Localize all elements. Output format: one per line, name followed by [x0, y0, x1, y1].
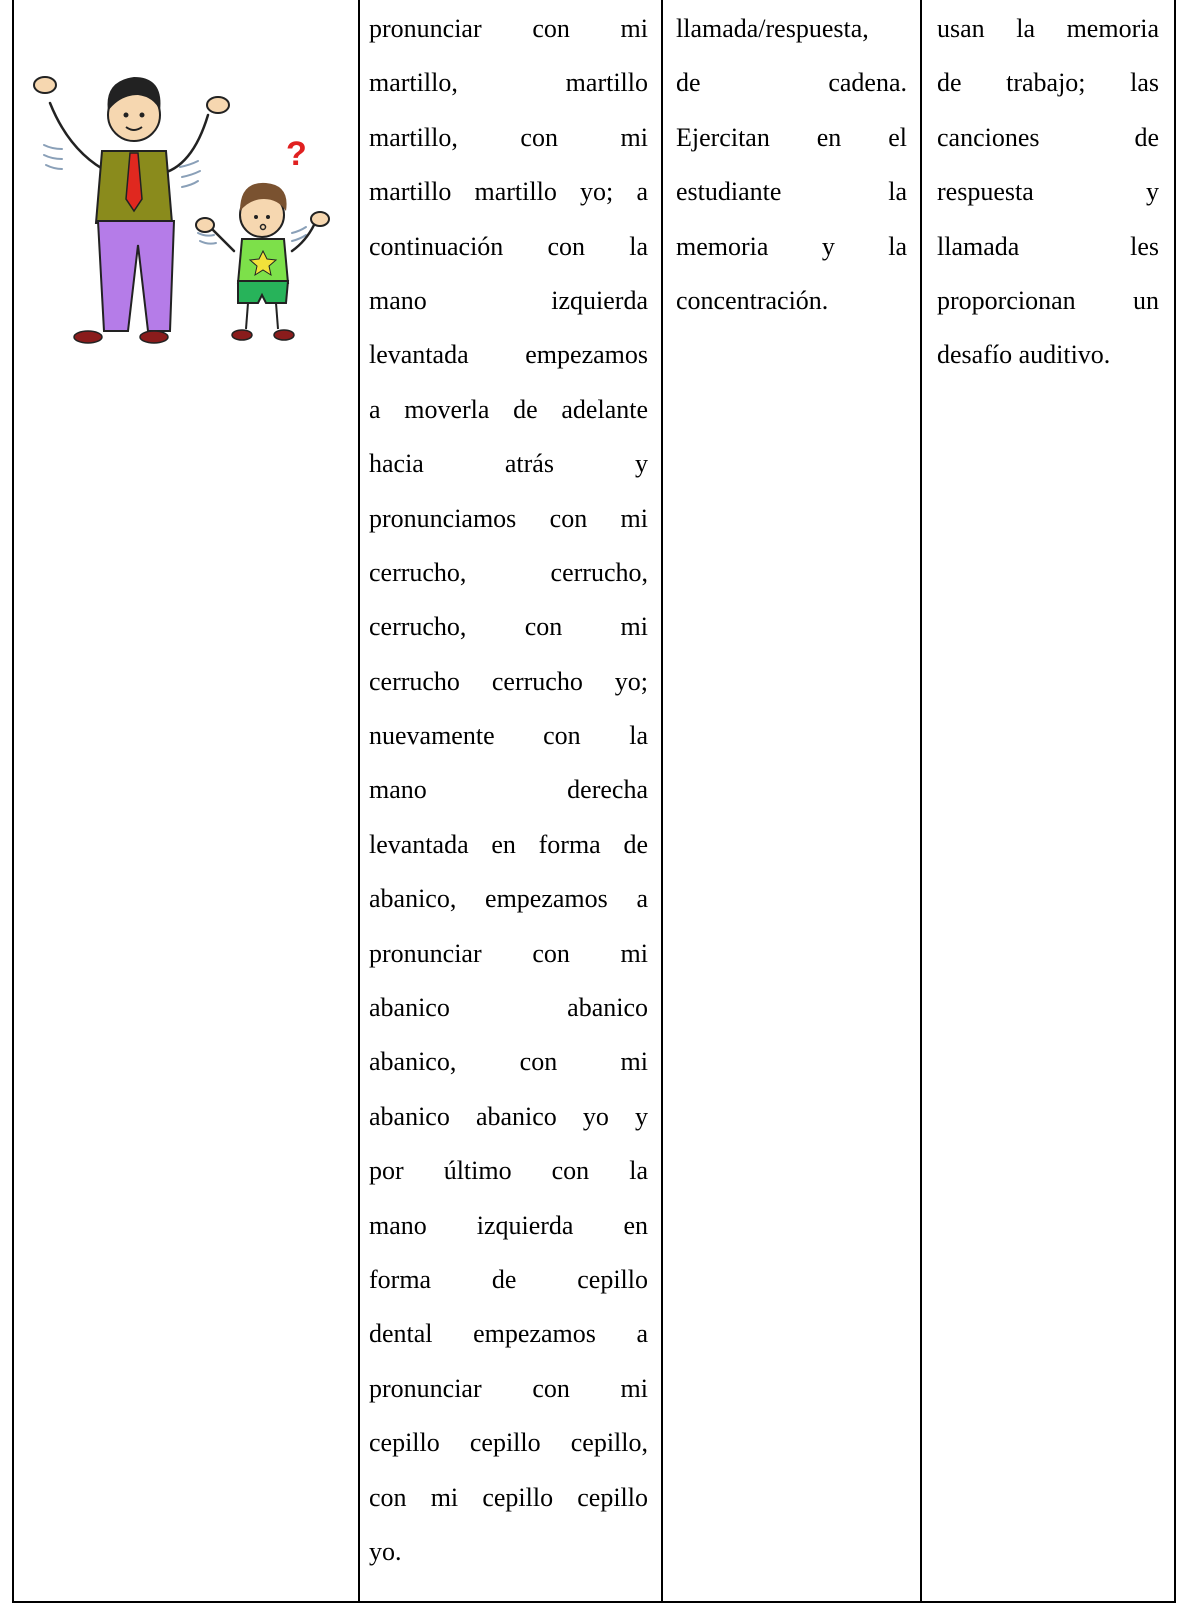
text-line: continuación con la — [369, 231, 648, 261]
text-line: forma de cepillo — [369, 1264, 648, 1294]
text-line: martillo, martillo — [369, 68, 648, 98]
text-line: cepillo cepillo cepillo, — [369, 1428, 648, 1458]
question-mark: ? — [286, 135, 307, 173]
text-line: concentración. — [676, 285, 829, 315]
teacher-child-illustration — [30, 55, 340, 350]
column-divider-1 — [358, 0, 360, 1601]
text-line: cerrucho, con mi — [369, 612, 648, 642]
activity-description-column — [369, 2, 648, 1579]
text-line: abanico, empezamos a — [369, 884, 648, 914]
text-line: pronunciar con mi — [369, 938, 648, 968]
text-line: a moverla de adelante — [369, 394, 648, 424]
table-border-bottom — [12, 1601, 1176, 1603]
column-divider-3 — [920, 0, 922, 1601]
text-line: yo. — [369, 1536, 402, 1566]
text-line: de cadena. — [676, 68, 907, 98]
column-divider-2 — [661, 0, 663, 1601]
text-line: por último con la — [369, 1156, 648, 1186]
text-line: respuesta y — [937, 177, 1159, 207]
text-line: pronunciamos con mi — [369, 503, 648, 533]
text-line: canciones de — [937, 122, 1159, 152]
text-line: martillo, con mi — [369, 122, 648, 152]
text-line: dental empezamos a — [369, 1319, 648, 1349]
text-line: llamada/respuesta, — [676, 14, 869, 43]
activity-type-column — [676, 2, 907, 328]
text-line: levantada empezamos — [369, 340, 648, 370]
text-line: abanico abanico — [369, 993, 648, 1023]
text-line: martillo martillo yo; a — [369, 177, 648, 207]
text-line: estudiante la — [676, 177, 907, 207]
text-line: memoria y la — [676, 231, 907, 261]
text-line: abanico abanico yo y — [369, 1101, 648, 1131]
text-line: usan la memoria — [937, 14, 1159, 43]
text-line: con mi cepillo cepillo — [369, 1482, 648, 1512]
text-line: desafío auditivo. — [937, 340, 1111, 370]
text-line: hacia atrás y — [369, 449, 648, 479]
table-border-left — [12, 0, 14, 1601]
text-line: pronunciar con mi — [369, 1373, 648, 1403]
text-line: levantada en forma de — [369, 829, 648, 859]
text-line: cerrucho cerrucho yo; — [369, 666, 648, 696]
text-line: mano izquierda — [369, 285, 648, 315]
text-line: de trabajo; las — [937, 68, 1159, 98]
text-line: llamada les — [937, 231, 1159, 261]
teacher-child-icon — [30, 55, 340, 350]
text-line: nuevamente con la — [369, 721, 648, 751]
activity-benefit-column — [937, 2, 1159, 383]
text-line: pronunciar con mi — [369, 14, 648, 43]
text-line: cerrucho, cerrucho, — [369, 557, 648, 587]
text-line: mano derecha — [369, 775, 648, 805]
text-line: proporcionan un — [937, 285, 1159, 315]
text-line: abanico, con mi — [369, 1047, 648, 1077]
text-line: Ejercitan en el — [676, 122, 907, 152]
table-border-right — [1174, 0, 1176, 1601]
text-line: mano izquierda en — [369, 1210, 648, 1240]
